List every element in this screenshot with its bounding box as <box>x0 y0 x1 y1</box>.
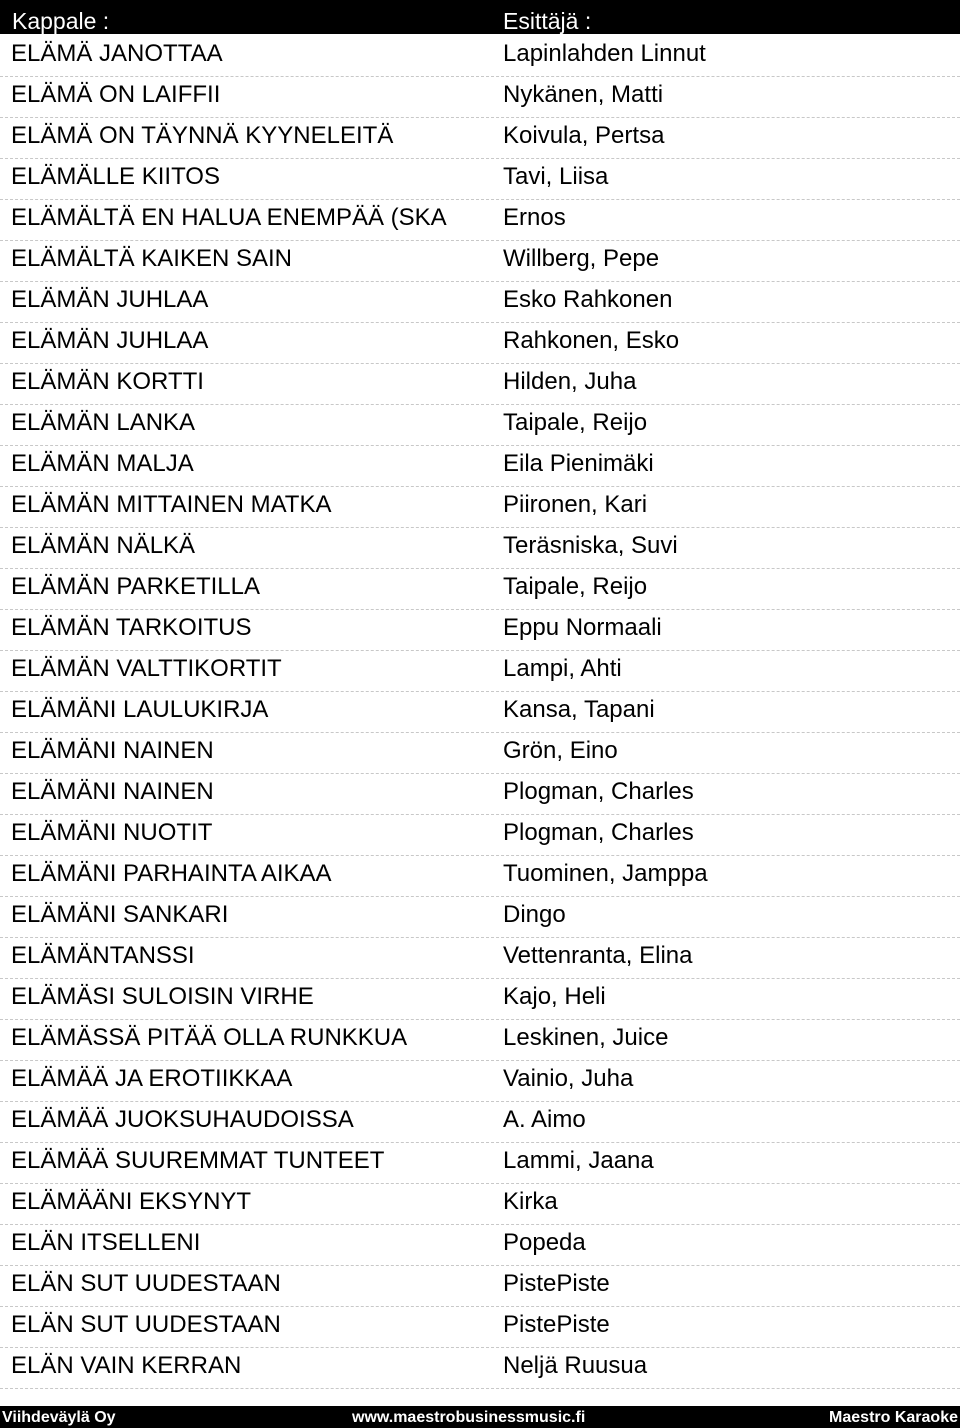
table-row <box>0 446 960 487</box>
table-row <box>0 241 960 282</box>
artist-name: PistePiste <box>503 1311 610 1338</box>
song-title: ELÄMÄN JUHLAA <box>11 286 209 313</box>
table-row <box>0 651 960 692</box>
song-title: ELÄMÄN NÄLKÄ <box>11 532 196 559</box>
song-title: ELÄMÄSI SULOISIN VIRHE <box>11 983 314 1010</box>
song-title: ELÄN VAIN KERRAN <box>11 1352 242 1379</box>
artist-name: Hilden, Juha <box>503 368 637 395</box>
table-row <box>0 815 960 856</box>
song-title: ELÄMÄN MALJA <box>11 450 194 477</box>
table-row <box>0 118 960 159</box>
artist-name: Plogman, Charles <box>503 778 694 805</box>
artist-name: Eppu Normaali <box>503 614 662 641</box>
song-title: ELÄMÄ ON LAIFFII <box>11 81 221 108</box>
artist-name: Rahkonen, Esko <box>503 327 680 354</box>
artist-name: Popeda <box>503 1229 586 1256</box>
song-title: ELÄMÄN LANKA <box>11 409 196 436</box>
table-row <box>0 1143 960 1184</box>
table-row <box>0 1266 960 1307</box>
table-row <box>0 528 960 569</box>
table-row <box>0 569 960 610</box>
artist-name: Teräsniska, Suvi <box>503 532 678 559</box>
table-row <box>0 610 960 651</box>
artist-name: Lammi, Jaana <box>503 1147 654 1174</box>
artist-name: Koivula, Pertsa <box>503 122 665 149</box>
artist-name: Taipale, Reijo <box>503 573 648 600</box>
artist-name: Esko Rahkonen <box>503 286 673 313</box>
song-title: ELÄMÄÄ JA EROTIIKKAA <box>11 1065 293 1092</box>
song-title: ELÄMÄLTÄ EN HALUA ENEMPÄÄ (SKA <box>11 204 447 231</box>
artist-name: Kirka <box>503 1188 558 1215</box>
song-title: ELÄMÄNI PARHAINTA AIKAA <box>11 860 332 887</box>
table-row <box>0 1307 960 1348</box>
song-title: ELÄMÄÄ SUUREMMAT TUNTEET <box>11 1147 385 1174</box>
artist-name: Vainio, Juha <box>503 1065 634 1092</box>
artist-name: Tavi, Liisa <box>503 163 609 190</box>
table-row <box>0 364 960 405</box>
song-title: ELÄN ITSELLENI <box>11 1229 201 1256</box>
table-row <box>0 323 960 364</box>
artist-name: Vettenranta, Elina <box>503 942 693 969</box>
song-title: ELÄMÄN KORTTI <box>11 368 204 395</box>
artist-name: Kansa, Tapani <box>503 696 655 723</box>
table-row <box>0 979 960 1020</box>
table-row <box>0 159 960 200</box>
song-list <box>0 36 960 1389</box>
song-column-header: Kappale : <box>12 8 110 34</box>
song-title: ELÄMÄSSÄ PITÄÄ OLLA RUNKKUA <box>11 1024 408 1051</box>
table-row <box>0 282 960 323</box>
table-row <box>0 405 960 446</box>
artist-name: Leskinen, Juice <box>503 1024 669 1051</box>
artist-column-header: Esittäjä : <box>503 8 592 34</box>
artist-name: PistePiste <box>503 1270 610 1297</box>
song-title: ELÄMÄN TARKOITUS <box>11 614 252 641</box>
song-title: ELÄMÄNI LAULUKIRJA <box>11 696 269 723</box>
table-row <box>0 36 960 77</box>
footer-company: Viihdeväylä Oy <box>2 1409 116 1426</box>
table-header <box>0 0 960 34</box>
table-row <box>0 77 960 118</box>
song-title: ELÄMÄNI NUOTIT <box>11 819 213 846</box>
table-row <box>0 1184 960 1225</box>
song-title: ELÄMÄ ON TÄYNNÄ KYYNELEITÄ <box>11 122 394 149</box>
page-footer <box>0 1406 960 1428</box>
song-title: ELÄMÄN VALTTIKORTIT <box>11 655 282 682</box>
table-row <box>0 1020 960 1061</box>
artist-name: Willberg, Pepe <box>503 245 660 272</box>
table-row <box>0 692 960 733</box>
song-title: ELÄMÄN PARKETILLA <box>11 573 260 600</box>
table-row <box>0 1348 960 1389</box>
artist-name: Eila Pienimäki <box>503 450 654 477</box>
song-title: ELÄN SUT UUDESTAAN <box>11 1270 281 1297</box>
table-row <box>0 1225 960 1266</box>
artist-name: Neljä Ruusua <box>503 1352 648 1379</box>
table-row <box>0 733 960 774</box>
artist-name: Lampi, Ahti <box>503 655 622 682</box>
artist-name: Lapinlahden Linnut <box>503 40 706 67</box>
song-title: ELÄMÄÄ JUOKSUHAUDOISSA <box>11 1106 354 1133</box>
song-title: ELÄMÄÄNI EKSYNYT <box>11 1188 252 1215</box>
song-title: ELÄN SUT UUDESTAAN <box>11 1311 281 1338</box>
artist-name: Taipale, Reijo <box>503 409 648 436</box>
table-row <box>0 1061 960 1102</box>
artist-name: Plogman, Charles <box>503 819 694 846</box>
song-title: ELÄMÄ JANOTTAA <box>11 40 223 67</box>
artist-name: Nykänen, Matti <box>503 81 664 108</box>
artist-name: A. Aimo <box>503 1106 586 1133</box>
table-row <box>0 200 960 241</box>
artist-name: Dingo <box>503 901 566 928</box>
artist-name: Ernos <box>503 204 566 231</box>
artist-name: Tuominen, Jamppa <box>503 860 708 887</box>
artist-name: Kajo, Heli <box>503 983 606 1010</box>
song-title: ELÄMÄLLE KIITOS <box>11 163 220 190</box>
table-row <box>0 856 960 897</box>
artist-name: Grön, Eino <box>503 737 618 764</box>
table-row <box>0 487 960 528</box>
table-row <box>0 774 960 815</box>
song-title: ELÄMÄNI NAINEN <box>11 737 214 764</box>
song-title: ELÄMÄN MITTAINEN MATKA <box>11 491 332 518</box>
song-title: ELÄMÄNI SANKARI <box>11 901 229 928</box>
song-title: ELÄMÄNI NAINEN <box>11 778 214 805</box>
song-title: ELÄMÄNTANSSI <box>11 942 195 969</box>
artist-name: Piironen, Kari <box>503 491 648 518</box>
table-row <box>0 938 960 979</box>
table-row <box>0 897 960 938</box>
song-title: ELÄMÄLTÄ KAIKEN SAIN <box>11 245 292 272</box>
song-title: ELÄMÄN JUHLAA <box>11 327 209 354</box>
footer-brand: Maestro Karaoke <box>829 1409 958 1426</box>
footer-website: www.maestrobusinessmusic.fi <box>352 1409 586 1426</box>
table-row <box>0 1102 960 1143</box>
